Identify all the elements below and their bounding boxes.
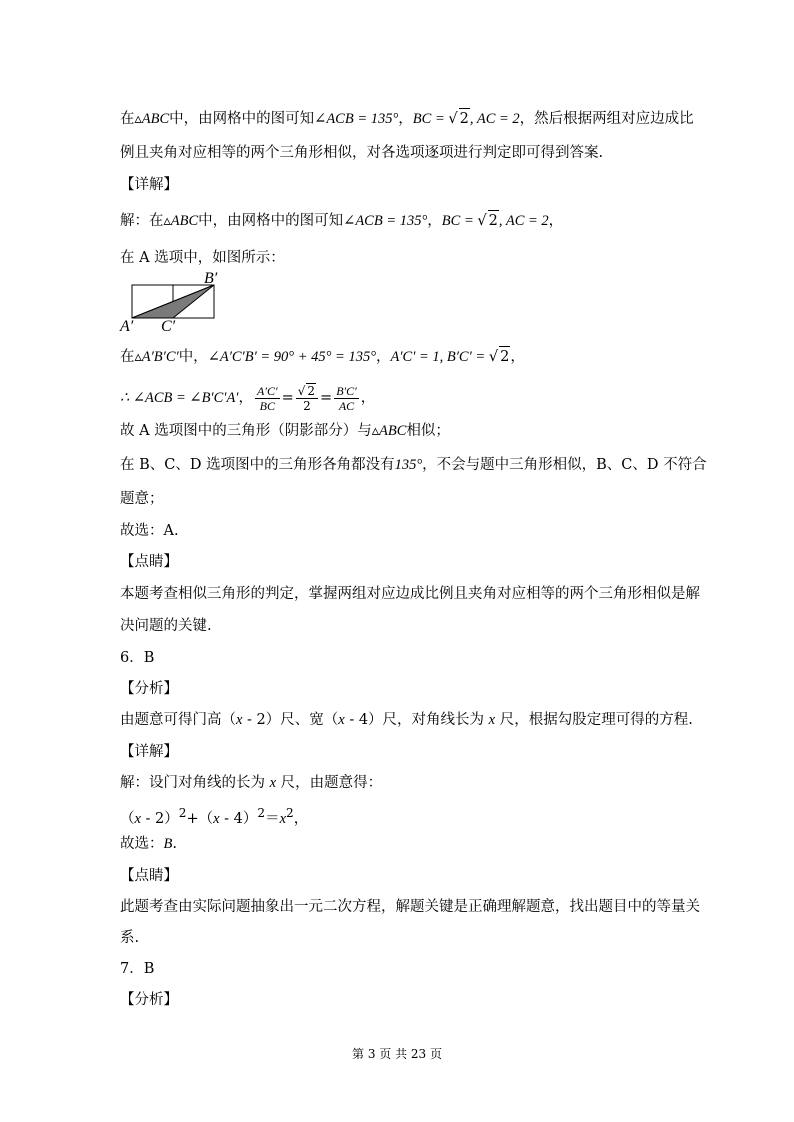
text: 解：设门对角线的长为 xyxy=(120,775,270,791)
text: 在 xyxy=(120,111,135,127)
math-triangle: ▵A′B′C′ xyxy=(134,349,179,365)
math-x: x xyxy=(213,810,220,827)
math-answer: B xyxy=(163,836,173,852)
text: ＝ xyxy=(265,810,280,827)
text: - 4）尺，对角线长为 xyxy=(344,712,489,728)
fraction-2 xyxy=(296,383,318,413)
text-line-13: 本题考查相似三角形的判定，掌握两组对应边成比例且夹角对应相等的两个三角形相似是解 xyxy=(120,586,700,602)
text: 尺，由题意得： xyxy=(276,775,383,791)
math-ac: , AC = 2 xyxy=(469,111,520,127)
text: 故选： xyxy=(120,836,164,852)
section-heading-remark: 【点睛】 xyxy=(120,554,178,570)
math-x: x xyxy=(236,712,243,728)
text-line-6: 在▵A′B′C′中，∠A′C′B′ = 90° + 45° = 135°，A′C′ = 1, B′C′ = √ 2， xyxy=(120,346,525,367)
math-angle: ∠ACB = 135° xyxy=(314,111,399,127)
text: ，然后根据两组对应边成比 xyxy=(519,111,694,127)
superscript: 2 xyxy=(257,806,266,820)
text: +（ xyxy=(186,810,214,827)
text: 中，由网格中的图可知 xyxy=(198,213,344,229)
text: 在 B、C、D 选项图中的三角形各角都没有 xyxy=(120,457,395,473)
math-x: x xyxy=(488,712,496,728)
page-footer: 第 3 页 共 23 页 xyxy=(352,1047,442,1061)
text-line-9 xyxy=(120,455,707,475)
text: ， xyxy=(360,390,376,406)
math-triangle: ▵ABC xyxy=(134,111,170,127)
math-x: x xyxy=(134,810,141,827)
section-heading-analysis-2: 【分析】 xyxy=(120,992,178,1008)
text-line-24: 系. xyxy=(120,930,140,946)
text: . xyxy=(172,836,177,852)
text: 中，由网格中的图可知 xyxy=(169,111,315,127)
text-line-17 xyxy=(120,710,693,730)
text: ， xyxy=(548,213,564,229)
equation-line xyxy=(120,803,308,829)
text: （ xyxy=(120,810,135,827)
text-line-4: 解：在▵ABC中，由网格中的图可知∠ACB = 135°，BC = √ 2, AC = 2， xyxy=(120,210,563,231)
math-triangle: ▵ABC xyxy=(163,213,199,229)
text: 相似； xyxy=(406,423,450,439)
text-line-14: 决问题的关键. xyxy=(120,618,212,634)
superscript: 2 xyxy=(178,806,187,820)
fraction-denominator: AC xyxy=(338,398,355,413)
fraction-3 xyxy=(334,384,359,413)
text-line-5: 在 A 选项中，如图所示： xyxy=(120,250,285,266)
text-line-2: 例且夹角对应相等的两个三角形相似，对各选项逐项进行判定即可得到答案. xyxy=(120,145,604,161)
text: 尺，根据勾股定理可得的方程. xyxy=(495,712,693,728)
text: 在 xyxy=(120,349,135,365)
text-line-7 xyxy=(120,380,375,416)
question-7-answer: 7．B xyxy=(120,961,155,977)
text: 故 A 选项图中的三角形（阴影部分）与 xyxy=(120,423,372,439)
text: ， xyxy=(510,349,525,365)
math-x: x xyxy=(269,775,277,791)
sqrt-value: 2 xyxy=(499,346,510,367)
math-therefore: ∴ ∠ACB = ∠B′C′A′ xyxy=(120,390,239,406)
fraction-denominator: 2 xyxy=(303,399,311,413)
label-c-prime: C′ xyxy=(161,318,176,335)
math-x: x xyxy=(338,712,345,728)
text-line-1: 在▵ABC中，由网格中的图可知∠ACB = 135°，BC = √ 2, AC = 2，然后根据两组对应边成比 xyxy=(120,108,694,129)
math-sides: A′C′ = 1, B′C′ = xyxy=(390,349,489,365)
sqrt-value: 2 xyxy=(488,210,499,231)
math-ac: , AC = 2 xyxy=(498,213,549,229)
text-line-10: 题意； xyxy=(120,491,164,507)
sqrt-value: 2 xyxy=(307,384,316,398)
equals: = xyxy=(281,390,294,406)
text: - 4） xyxy=(219,810,258,827)
superscript: 2 xyxy=(286,806,294,820)
fraction-numerator: √ 2 xyxy=(296,383,318,399)
answer-line-2 xyxy=(120,834,177,854)
fraction-denominator: BC xyxy=(259,398,275,413)
label-b-prime: B′ xyxy=(204,270,218,287)
section-heading-analysis: 【分析】 xyxy=(120,681,178,697)
math-angle: ∠ACB = 135° xyxy=(343,213,428,229)
section-heading-detail-2: 【详解】 xyxy=(120,744,178,760)
text: ，不会与题中三角形相似，B、C、D 不符合 xyxy=(422,457,707,473)
label-a-prime: A′ xyxy=(120,318,134,335)
text: ， xyxy=(238,390,253,406)
section-heading-remark-2: 【点睛】 xyxy=(120,868,178,884)
text: 由题意可得门高（ xyxy=(120,712,236,728)
question-6-answer: 6．B xyxy=(120,650,155,666)
fraction-numerator: A′C′ xyxy=(256,383,278,398)
text-line-19 xyxy=(120,773,382,793)
text: ， xyxy=(376,349,391,365)
fraction-1 xyxy=(255,384,280,413)
text: - 2）尺、宽（ xyxy=(242,712,339,728)
text: 解：在 xyxy=(120,213,164,229)
text-line-8 xyxy=(120,421,450,441)
math-bc: BC = xyxy=(412,111,449,127)
math-angle: ∠A′C′B′ = 90° + 45° = 135° xyxy=(207,349,376,365)
text: - 2） xyxy=(140,810,179,827)
math-angle: 135° xyxy=(394,457,423,473)
text: 中， xyxy=(178,349,208,365)
answer-line: 故选：A. xyxy=(120,523,179,539)
fraction-numerator: B′C′ xyxy=(336,383,357,398)
text-line-23: 此题考查由实际问题抽象出一元二次方程，解题关键是正确理解题意，找出题目中的等量关 xyxy=(120,899,700,915)
equals: = xyxy=(320,390,333,406)
grid-triangle-figure xyxy=(118,270,228,338)
text: ， xyxy=(293,810,309,827)
section-heading-detail: 【详解】 xyxy=(120,177,178,193)
math-bc: BC = xyxy=(441,213,478,229)
math-x: x xyxy=(279,810,287,827)
sqrt-value: 2 xyxy=(459,108,470,129)
math-triangle: ▵ABC xyxy=(371,423,407,439)
